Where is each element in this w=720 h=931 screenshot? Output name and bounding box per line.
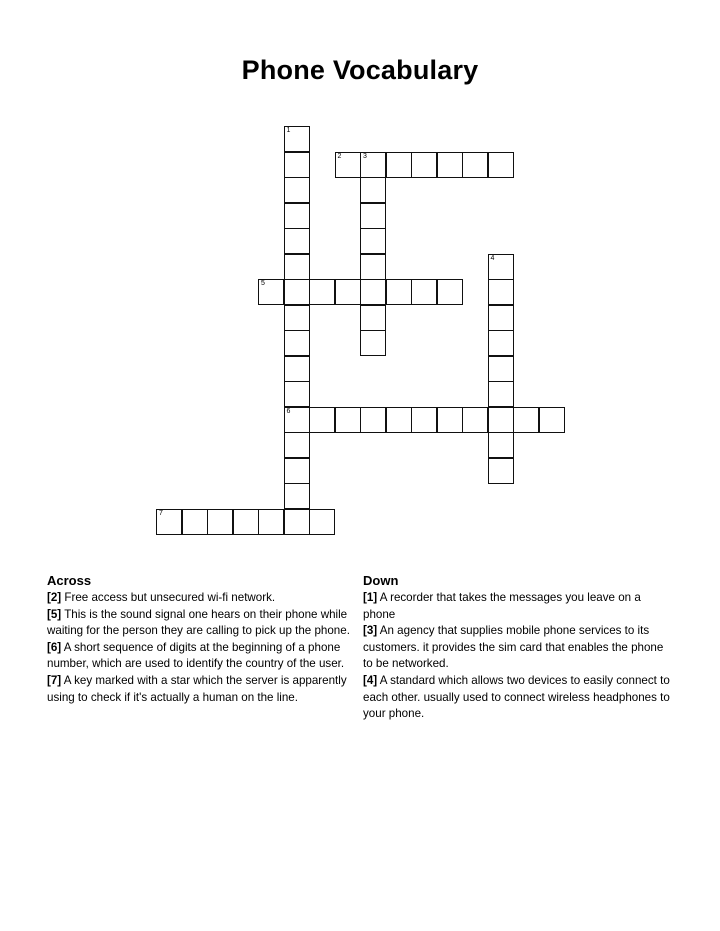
- grid-cell[interactable]: [284, 228, 310, 254]
- grid-cell[interactable]: [284, 432, 310, 458]
- grid-cell[interactable]: [284, 177, 310, 203]
- clue-text: A standard which allows two devices to easily connect to each other. usually used to connect wireless headphones to your phone.: [363, 673, 670, 721]
- grid-cell[interactable]: [488, 432, 514, 458]
- grid-cell[interactable]: [258, 509, 284, 535]
- grid-cell[interactable]: [284, 305, 310, 331]
- clue-number: [7]: [47, 673, 62, 687]
- clue-number: [2]: [47, 591, 62, 604]
- grid-cell[interactable]: [437, 152, 463, 178]
- grid-cell[interactable]: [488, 305, 514, 331]
- cell-number: 4: [490, 254, 495, 262]
- grid-cell[interactable]: [360, 305, 386, 331]
- grid-cell[interactable]: [539, 407, 565, 433]
- grid-cell[interactable]: [284, 356, 310, 382]
- across-heading: Across: [47, 573, 92, 588]
- grid-cell[interactable]: [207, 509, 233, 535]
- grid-cell[interactable]: [284, 254, 310, 280]
- grid-cell[interactable]: [284, 483, 310, 509]
- clue-text: A recorder that takes the messages you leave on a phone: [363, 591, 641, 621]
- grid-cell[interactable]: [360, 330, 386, 356]
- cell-number: 5: [261, 280, 265, 287]
- grid-cell[interactable]: [411, 407, 437, 433]
- down-clues: [363, 572, 675, 723]
- clue-number: [3]: [363, 624, 378, 638]
- grid-cell[interactable]: [335, 279, 361, 305]
- grid-cell[interactable]: [284, 509, 310, 535]
- grid-cell[interactable]: [411, 152, 437, 178]
- grid-cell[interactable]: [360, 177, 386, 203]
- grid-cell[interactable]: [284, 407, 310, 433]
- cell-number: 3: [363, 152, 367, 160]
- clue-down-4: [363, 673, 675, 723]
- grid-cell[interactable]: [386, 279, 412, 305]
- clue-across-6: [47, 640, 359, 673]
- grid-cell[interactable]: [437, 279, 463, 305]
- clue-text: A short sequence of digits at the beginning of a phone number, which are used to identify the country of the user.: [47, 640, 345, 671]
- grid-cell[interactable]: [360, 407, 386, 433]
- clue-down-3: [363, 623, 675, 673]
- grid-cell[interactable]: [437, 407, 463, 433]
- grid-cell[interactable]: [488, 381, 514, 407]
- grid-cell[interactable]: [386, 407, 412, 433]
- clue-across-2: [47, 590, 359, 607]
- grid-cell[interactable]: [284, 152, 310, 178]
- clue-text: This is the sound signal one hears on their phone while waiting for the person they are calling to pick up the phone.: [47, 607, 350, 638]
- clue-down-1: [363, 590, 675, 623]
- grid-cell[interactable]: [335, 152, 361, 178]
- grid-cell[interactable]: [488, 152, 514, 178]
- clue-across-5: [47, 607, 359, 640]
- clue-text: An agency that supplies mobile phone services to its customers. it provides the sim card that enables the phone to be networked.: [363, 624, 664, 671]
- grid-cell[interactable]: [284, 279, 310, 305]
- grid-cell[interactable]: [284, 203, 310, 229]
- grid-cell[interactable]: [284, 126, 310, 152]
- grid-cell[interactable]: [462, 152, 488, 178]
- grid-cell[interactable]: [488, 458, 514, 484]
- grid-cell[interactable]: [360, 228, 386, 254]
- grid-cell[interactable]: [309, 509, 335, 535]
- grid-cell[interactable]: [360, 152, 386, 178]
- grid-cell[interactable]: [284, 458, 310, 484]
- grid-cell[interactable]: [258, 279, 284, 305]
- grid-cell[interactable]: [156, 509, 182, 535]
- clue-number: [1]: [363, 591, 378, 604]
- clue-text: A key marked with a star which the server is apparently using to check if it's actually a human on the line.: [47, 673, 347, 704]
- grid-cell[interactable]: [488, 356, 514, 382]
- clue-text: Free access but unsecured wi-fi network.: [64, 591, 276, 604]
- grid-cell[interactable]: [411, 279, 437, 305]
- down-heading: Down: [363, 573, 399, 588]
- page-title: Phone Vocabulary: [241, 55, 479, 85]
- cell-number: 7: [159, 509, 163, 517]
- clue-across-7: [47, 673, 359, 706]
- cell-number: 2: [337, 152, 342, 160]
- grid-cell[interactable]: [335, 407, 361, 433]
- grid-cell[interactable]: [488, 407, 514, 433]
- clue-number: [5]: [47, 607, 62, 621]
- grid-cell[interactable]: [360, 254, 386, 280]
- grid-cell[interactable]: [488, 254, 514, 280]
- grid-cell[interactable]: [386, 152, 412, 178]
- grid-cell[interactable]: [488, 279, 514, 305]
- cell-number: 6: [286, 407, 291, 415]
- grid-cell[interactable]: [284, 330, 310, 356]
- grid-cell[interactable]: [309, 407, 335, 433]
- cell-number: 1: [286, 127, 291, 134]
- grid-cell[interactable]: [309, 279, 335, 305]
- grid-cell[interactable]: [462, 407, 488, 433]
- grid-cell[interactable]: [233, 509, 259, 535]
- grid-cell[interactable]: [284, 381, 310, 407]
- grid-cell[interactable]: [513, 407, 539, 433]
- grid-cell[interactable]: [182, 509, 208, 535]
- grid-cell[interactable]: [360, 279, 386, 305]
- across-clues: [47, 572, 359, 706]
- clue-number: [6]: [47, 640, 62, 654]
- clue-number: [4]: [363, 673, 378, 687]
- grid-cell[interactable]: [360, 203, 386, 229]
- grid-cell[interactable]: [488, 330, 514, 356]
